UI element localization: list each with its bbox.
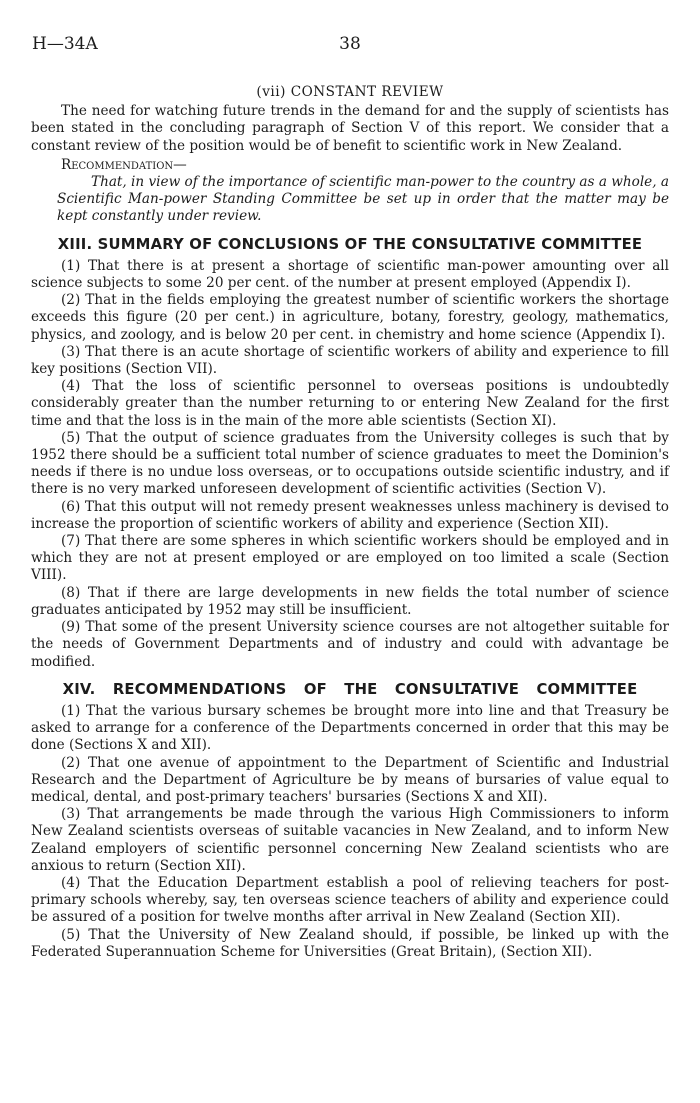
recommendation-item: (1) That the various bursary schemes be brought more into line and that Treasury be asked to arrange for a conference of the Departments concerned in order that this may be done (Sections X and XII). xyxy=(31,702,669,754)
conclusion-item: (8) That if there are large developments in new fields the total number of science graduates anticipated by 1952 may still be insufficient. xyxy=(31,584,669,618)
document-code: H—34A xyxy=(32,34,98,54)
document-body xyxy=(31,84,669,961)
conclusion-item: (6) That this output will not remedy present weaknesses unless machinery is devised to increase the proportion of scientific workers of ability and experience (Section XII). xyxy=(31,498,669,532)
review-paragraph: The need for watching future trends in the demand for and the supply of scientists has been stated in the concluding paragraph of Section V of this report. We consider that a constant review of the position would be of benefit to scientific work in New Zealand. xyxy=(31,103,669,154)
section-heading-xiv: XIV. RECOMMENDATIONS OF THE CONSULTATIVE COMMITTEE xyxy=(62,680,638,698)
conclusion-item: (2) That in the fields employing the greatest number of scientific workers the shortage exceeds this figure (20 per cent.) in agriculture, botany, forestry, geology, mathematics, physics, and zoology, and is below 20 per cent. in chemistry and home science (Appendix I). xyxy=(31,292,669,343)
recommendation-item: (2) That one avenue of appointment to the Department of Scientific and Industrial Research and the Department of Agriculture be by means of bursaries of value equal to medical, dental, and post-primary teachers' bursaries (Sections X and XII). xyxy=(31,754,669,805)
recommendation-item: (5) That the University of New Zealand should, if possible, be linked up with the Federated Superannuation Scheme for Universities (Great Britain), (Section XII). xyxy=(31,926,669,960)
subsection-heading: (vii) CONSTANT REVIEW xyxy=(256,84,444,100)
page-number: 38 xyxy=(339,34,361,54)
conclusion-item: (4) That the loss of scientific personnel to overseas positions is undoubtedly considerably greater than the number returning to or entering New Zealand for the first time and that the loss is in the main of the more able scientists (Section XI). xyxy=(31,378,669,429)
recommendation-item: (4) That the Education Department establish a pool of relieving teachers for post-primary schools whereby, say, ten overseas science teachers of ability and experience could be assured of a position for twelve months after arrival in New Zealand (Section XII). xyxy=(31,874,669,926)
conclusion-item: (7) That there are some spheres in which scientific workers should be employed and in which they are not at present employed or are employed on too limited a scale (Section VIII). xyxy=(31,533,669,584)
conclusion-item: (9) That some of the present University science courses are not altogether suitable for the needs of Government Departments and of industry and could with advantage be modified. xyxy=(31,619,669,670)
recommendation-text: That, in view of the importance of scientific man-power to the country as a whole, a Scientific Man-power Standing Committee be set up in order that the matter may be kept constantly under review. xyxy=(57,174,669,225)
conclusion-item: (3) That there is an acute shortage of scientific workers of ability and experience to fill key positions (Section VII). xyxy=(31,343,669,378)
recommendation-item: (3) That arrangements be made through the various High Commissioners to inform New Zealand scientists overseas of suitable vacancies in New Zealand, and to inform New Zealand employers of scientific personnel concerning New Zealand scientists who are anxious to return (Section XII). xyxy=(31,806,669,874)
conclusion-item: (5) That the output of science graduates from the University colleges is such that by 1952 there should be a sufficient total number of science graduates to meet the Dominion's needs if there is no undue loss overseas, or to occupations outside scientific industry, and if there is no very marked unforeseen development of scientific activities (Section V). xyxy=(31,429,669,498)
section-heading-xiii: XIII. SUMMARY OF CONCLUSIONS OF THE CONSULTATIVE COMMITTEE xyxy=(57,235,643,253)
conclusion-item: (1) That there is at present a shortage of scientific man-power amounting over all science subjects to some 20 per cent. of the number at present employed (Appendix I). xyxy=(31,257,669,292)
recommendation-label: Recommendation— xyxy=(61,156,187,173)
